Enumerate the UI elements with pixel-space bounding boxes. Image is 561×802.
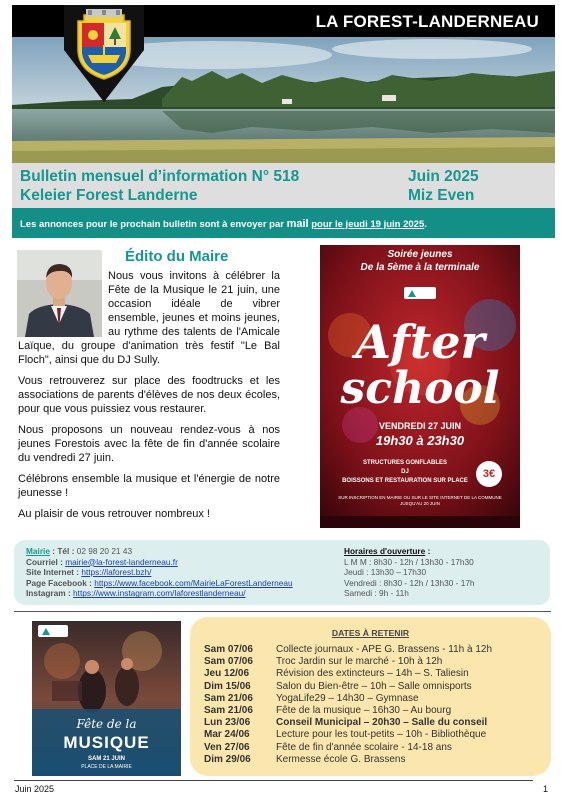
dates-box (190, 617, 551, 776)
hours-title (344, 546, 475, 557)
contact-phone-row (26, 546, 293, 557)
poster-register-line: SUR INSCRIPTION EN MAIRIE OU SUR LE SITE INTERNET DE LA COMMUNE (338, 495, 502, 500)
announcement-text (20, 218, 427, 230)
contact-site-row (26, 567, 293, 578)
contact-info (26, 546, 293, 599)
date-row-text: Troc Jardin sur le marché - 10h à 12h (276, 656, 443, 668)
date-row-text: Conseil Municipal – 20h30 – Salle du conseil (276, 717, 488, 729)
date-row-date: Lun 23/06 (204, 717, 251, 729)
dates-title: DATES À RETENIR (331, 628, 410, 638)
date-row-date: Sam 07/06 (204, 644, 253, 655)
edito-paragraph: Nous vous invitons à célébrer la Fête de la Musique le 21 juin, une occasion idéale de vibrer ensemble, jeunes et moins jeunes, au rythme des talents de l'Amicale Laïque, du groupe d'animation très festif "Le Bal Floch", ainsi que du DJ Sully. (18, 270, 280, 366)
poster-word-after: After (355, 315, 485, 369)
music-poster-place: PLACE DE LA MAIRIE (81, 764, 132, 770)
poster-footer-strip (320, 516, 520, 528)
facebook-label: Page Facebook : (26, 577, 95, 588)
date-row (204, 644, 492, 656)
date-row-text: Salon du Bien-être – 10h – Salle omnisports (276, 680, 472, 692)
date-row-text: Révision des extincteurs – 14h – S. Taliesin (276, 668, 469, 680)
date-row (204, 681, 492, 693)
facebook-link[interactable]: https://www.facebook.com/MairieLaForestLanderneau (94, 577, 293, 588)
poster-info-line: BOISSONS ET RESTAURATION SUR PLACE (342, 478, 468, 484)
hours-line: Jeudi : 13h30 – 17h30 (344, 567, 427, 578)
date-row-date: Sam 21/06 (204, 705, 253, 717)
date-row-text: YogaLife29 – 14h30 – Gymnase (276, 692, 419, 704)
portrait-spacer (18, 270, 108, 338)
edito-paragraph: Au plaisir de vous retrouver nombreux ! (18, 507, 210, 520)
poster-line1: Soirée jeunes (387, 249, 453, 260)
site-label: Site Internet : (26, 567, 82, 578)
poster-info (340, 459, 470, 486)
date-row (204, 742, 492, 754)
edito-paragraph: Nous proposons un nouveau rendez-vous à nos jeunes Forestois avec la fête de fin d'année scolaire du vendredi 27 juin. (18, 423, 280, 464)
edito-paragraph: Célébrons ensemble la musique et l'énergie de notre jeunesse ! (18, 472, 280, 499)
date-row-date: Sam 07/06 (204, 656, 253, 668)
hours-colon: : (425, 546, 431, 556)
date-row (204, 729, 492, 741)
after-school-poster (320, 245, 520, 528)
hours-line: Samedi : 9h - 11h (344, 588, 409, 599)
contact-instagram-row (26, 588, 293, 599)
tel-value: 02 98 20 21 43 (76, 546, 133, 556)
section-divider (14, 611, 551, 612)
hours-line: Vendredi : 8h30 - 12h / 13h30 - 17h (344, 577, 475, 588)
notice-text-start: Les annonces pour le prochain bulletin sont à envoyer par (20, 219, 287, 230)
site-link[interactable]: https://laforest.bzh/ (81, 567, 152, 578)
hours-title-text: Horaires d'ouverture (344, 546, 426, 556)
date-row (204, 693, 492, 705)
date-row-date: Dim 29/06 (204, 753, 251, 765)
email-label: Courriel : (26, 556, 66, 567)
music-poster-date: SAM 21 JUIN (87, 756, 125, 762)
hours-line: L M M : 8h30 - 12h / 13h30 - 17h30 (344, 556, 474, 567)
music-poster-title2: MUSIQUE (63, 733, 150, 752)
poster-price: 3€ (476, 461, 502, 487)
dates-list (204, 644, 492, 766)
page-number: 1 (543, 784, 549, 794)
notice-deadline: pour le jeudi 19 juin 2025 (311, 219, 425, 230)
date-row-text: Lecture pour les tout-petits – 10h - Bibliothèque (276, 729, 487, 741)
instagram-label: Instagram : (26, 588, 74, 599)
bulletin-subtitle: Keleier Forest Landerne (20, 187, 198, 204)
poster-info-line: DJ (401, 469, 409, 475)
date-row (204, 754, 492, 766)
edito-paragraph: Vous retrouverez sur place des foodtrucks et les associations de parents d'élèves de nos deux écoles, pour que vous puissiez vous restaurer. (18, 374, 280, 415)
bulletin-title: Bulletin mensuel d’information N° 518 (20, 168, 300, 185)
fete-musique-poster (32, 621, 181, 776)
date-row-date: Dim 15/06 (204, 680, 251, 692)
bulletin-date-breton: Miz Even (408, 187, 475, 204)
edito-body (18, 270, 280, 529)
date-row (204, 705, 492, 717)
date-row-text: Collecte journaux - APE G. Brassens - 11h à 12h (276, 644, 493, 655)
poster-register-line: JUSQU'AU 20 JUIN (400, 501, 440, 506)
date-row-text: Kermesse école G. Brassens (276, 753, 406, 765)
opening-hours (344, 546, 475, 599)
contact-facebook-row (26, 578, 293, 589)
poster-info-line: STRUCTURES GONFLABLES (363, 460, 447, 466)
date-row-date: Sam 21/06 (204, 692, 253, 704)
bulletin-date: Juin 2025 (408, 168, 479, 185)
town-crest-logo (74, 9, 134, 81)
contact-box (14, 540, 550, 605)
date-row-date: Mar 24/06 (204, 729, 250, 741)
poster-date: VENDREDI 27 JUIN (378, 421, 462, 431)
edito-title: Édito du Maire (125, 248, 229, 265)
footer-date: Juin 2025 (15, 784, 55, 794)
date-row (204, 668, 492, 680)
date-row-date: Ven 27/06 (204, 741, 250, 753)
date-row-text: Fête de fin d'année scolaire - 14-18 ans (276, 741, 452, 753)
poster-line2: De la 5ème à la terminale (360, 262, 480, 273)
contact-email-row (26, 557, 293, 568)
poster-word-school: school (340, 363, 500, 414)
date-row-highlight (204, 717, 492, 729)
date-row-date: Jeu 12/06 (204, 668, 250, 680)
poster-register (328, 495, 512, 507)
music-poster-title1: Fête de la (76, 717, 137, 731)
notice-text-end: . (424, 219, 427, 230)
mairie-link[interactable]: Mairie (26, 546, 50, 556)
instagram-link[interactable]: https://www.instagram.com/laforestlanderneau/ (73, 588, 246, 599)
date-row-text: Fête de la musique – 16h30 – Au bourg (276, 705, 452, 717)
announcement-banner (12, 208, 555, 238)
poster-time: 19h30 à 23h30 (375, 433, 465, 448)
notice-mail: mail (286, 218, 309, 230)
date-row (204, 656, 492, 668)
email-link[interactable]: mairie@la-forest-landerneau.fr (65, 556, 178, 567)
footer-divider (14, 780, 533, 781)
tel-label: : Tél : (49, 546, 77, 556)
page-title: LA FOREST-LANDERNEAU (315, 12, 539, 31)
